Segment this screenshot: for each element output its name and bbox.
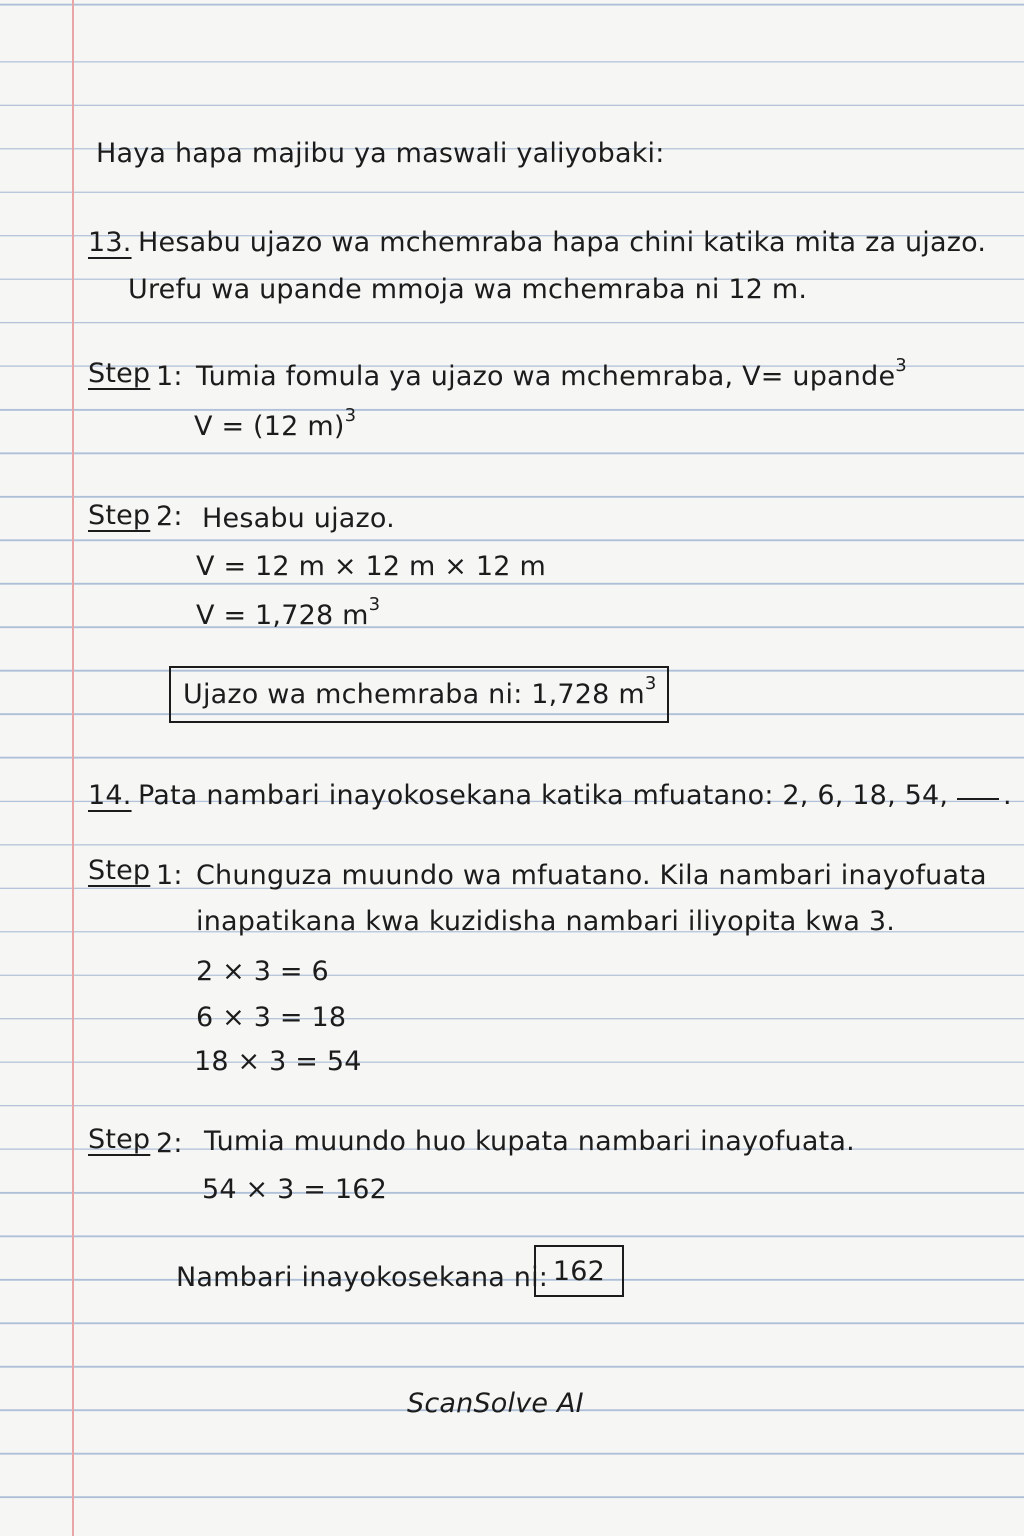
q14-step2-calc: 54 × 3 = 162 <box>202 1174 388 1205</box>
notebook-margin-line <box>72 0 74 1536</box>
q13-step2-text: Hesabu ujazo. <box>202 503 395 534</box>
q13-question-line2: Urefu wa upande mmoja wa mchemraba ni 12 m. <box>128 274 808 305</box>
q14-question: Pata nambari inayokosekana katika mfuatano: 2, 6, 18, 54, . <box>138 780 1012 811</box>
q14-step1-calc: 18 × 3 = 54 <box>194 1046 362 1077</box>
q13-step1-text: Tumia fomula ya ujazo wa mchemraba, V= upande$^3$ <box>196 355 907 392</box>
q13-step1-formula: V = (12 m)$^3$ <box>194 405 357 442</box>
q14-step1-line2: inapatikana kwa kuzidisha nambari iliyopita kwa 3. <box>196 906 896 937</box>
q14-number: 14. <box>88 780 132 811</box>
q14-step1-calc: 6 × 3 = 18 <box>196 1002 347 1033</box>
q14-answer-box <box>534 1245 624 1297</box>
q14-answer-label: Nambari inayokosekana ni: <box>176 1262 549 1293</box>
q13-step1-num: 1: <box>156 361 183 392</box>
intro-text: Haya hapa majibu ya maswali yaliyobaki: <box>96 138 665 169</box>
q14-answer-value: 162 <box>552 1255 606 1287</box>
q13-question-line1: Hesabu ujazo wa mchemraba hapa chini katika mita za ujazo. <box>138 227 987 258</box>
q14-step2-label: Step <box>88 1124 151 1155</box>
q14-step2-text: Tumia muundo huo kupata nambari inayofuata. <box>204 1126 855 1157</box>
q14-step1-num: 1: <box>156 860 183 891</box>
q13-answer-text: Ujazo wa mchemraba ni: 1,728 $m^3$ <box>183 673 657 710</box>
q13-step2-calc2: V = 1,728 $m^3$ <box>196 594 381 631</box>
q13-number: 13. <box>88 227 132 258</box>
q13-answer-box <box>169 666 669 723</box>
q13-step2-num: 2: <box>156 501 183 532</box>
q13-step2-calc1: V = 12 m × 12 m × 12 m <box>196 551 546 582</box>
q14-step1-calc: 2 × 3 = 6 <box>196 956 329 987</box>
q14-step2-num: 2: <box>156 1128 183 1159</box>
q14-step1-line1: Chunguza muundo wa mfuatano. Kila nambari inayofuata <box>196 860 987 891</box>
q13-step2-label: Step <box>88 500 151 531</box>
q14-step1-label: Step <box>88 855 151 886</box>
q14-answer-blank <box>957 798 999 800</box>
q13-step1-label: Step <box>88 358 151 389</box>
footer-brand: ScanSolve AI <box>407 1388 584 1419</box>
